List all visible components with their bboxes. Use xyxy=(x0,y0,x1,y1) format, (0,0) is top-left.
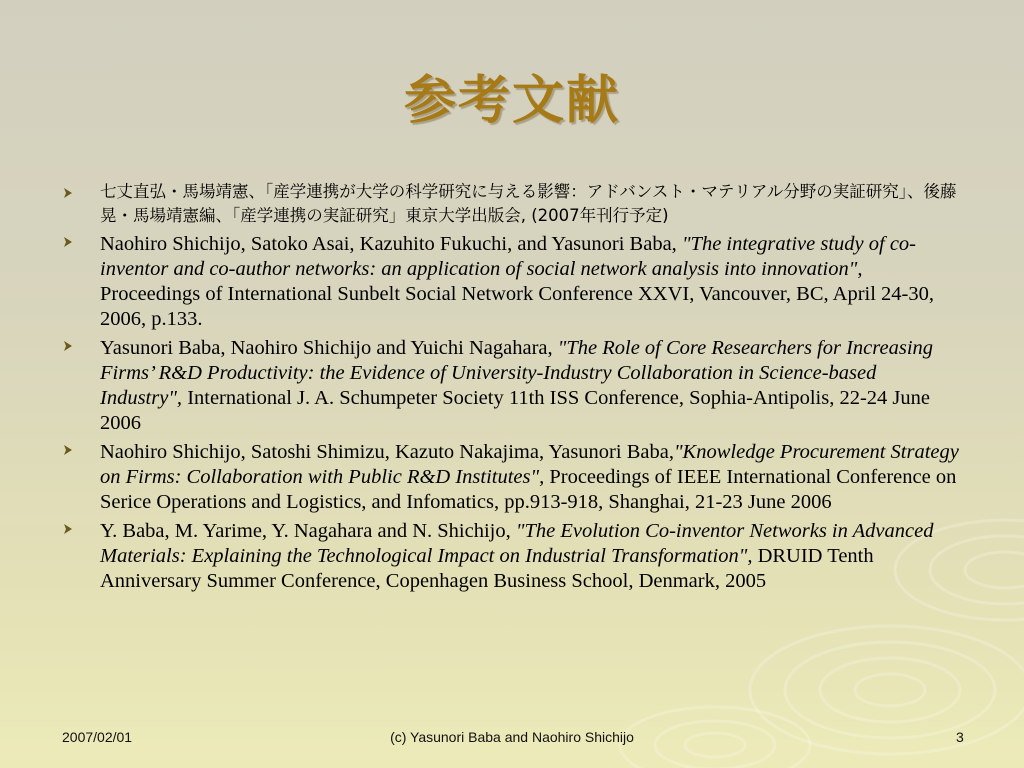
reference-title: "The Evolution Co-inventor Networks in Advanced Materials: Explaining the Technological Impact on Industrial Transformation", xyxy=(100,520,934,567)
slide-title: 参考文献 xyxy=(403,71,620,131)
reference-item xyxy=(60,232,960,332)
arrowhead-bullet-icon xyxy=(60,234,76,250)
reference-text: 七丈直弘・馬場靖憲、「産学連携が大学の科学研究に与える影響：アドバンスト・マテリアル分野の実証研究」、後藤晃・馬場靖憲編、「産学連携の実証研究」東京大学出版会, (2007年刊行予定) xyxy=(100,182,957,225)
arrowhead-bullet-icon xyxy=(60,442,76,458)
arrowhead-bullet-icon xyxy=(60,521,76,537)
reference-item xyxy=(60,440,960,515)
reference-item xyxy=(60,180,960,228)
reference-authors: Y. Baba, M. Yarime, Y. Nagahara and N. Shichijo, xyxy=(100,520,516,542)
reference-list xyxy=(60,182,960,598)
reference-authors: Naohiro Shichijo, Satoko Asai, Kazuhito Fukuchi, and Yasunori Baba, xyxy=(100,233,682,255)
slide-page-number: 3 xyxy=(956,729,964,745)
reference-item xyxy=(60,519,960,594)
reference-authors: Yasunori Baba, Naohiro Shichijo and Yuichi Nagahara, xyxy=(100,337,558,359)
reference-item xyxy=(60,336,960,436)
reference-venue: Proceedings of International Sunbelt Social Network Conference XXVI, Vancouver, BC, April 24-30, 2006, p.133. xyxy=(100,283,934,330)
footer-date: 2007/02/01 xyxy=(62,729,133,745)
arrowhead-bullet-icon xyxy=(60,338,76,354)
reference-title: "The integrative study of co-inventor and co-author networks: an application of social network analysis into innovation", xyxy=(100,233,916,280)
reference-venue: International J. A. Schumpeter Society 11th ISS Conference, Sophia-Antipolis, 22-24 June 2006 xyxy=(100,387,931,434)
reference-authors: Naohiro Shichijo, Satoshi Shimizu, Kazuto Nakajima, Yasunori Baba, xyxy=(100,441,674,463)
reference-venue: DRUID Tenth Anniversary Summer Conference, Copenhagen Business School, Denmark, 2005 xyxy=(100,545,874,592)
reference-venue: Proceedings of IEEE International Conference on Serice Operations and Logistics, and Infomatics, pp.913-918, Shanghai, 21-23 June 2006 xyxy=(100,466,957,513)
footer-copyright: (c) Yasunori Baba and Naohiro Shichijo xyxy=(390,729,634,745)
reference-title: "Knowledge Procurement Strategy on Firms: Collaboration with Public R&D Institutes", xyxy=(100,441,959,488)
reference-title: "The Role of Core Researchers for Increasing Firms’ R&D Productivity: the Evidence of University-Industry Collaboration in Science-based Industry", xyxy=(100,337,934,409)
arrowhead-bullet-icon xyxy=(60,185,76,201)
